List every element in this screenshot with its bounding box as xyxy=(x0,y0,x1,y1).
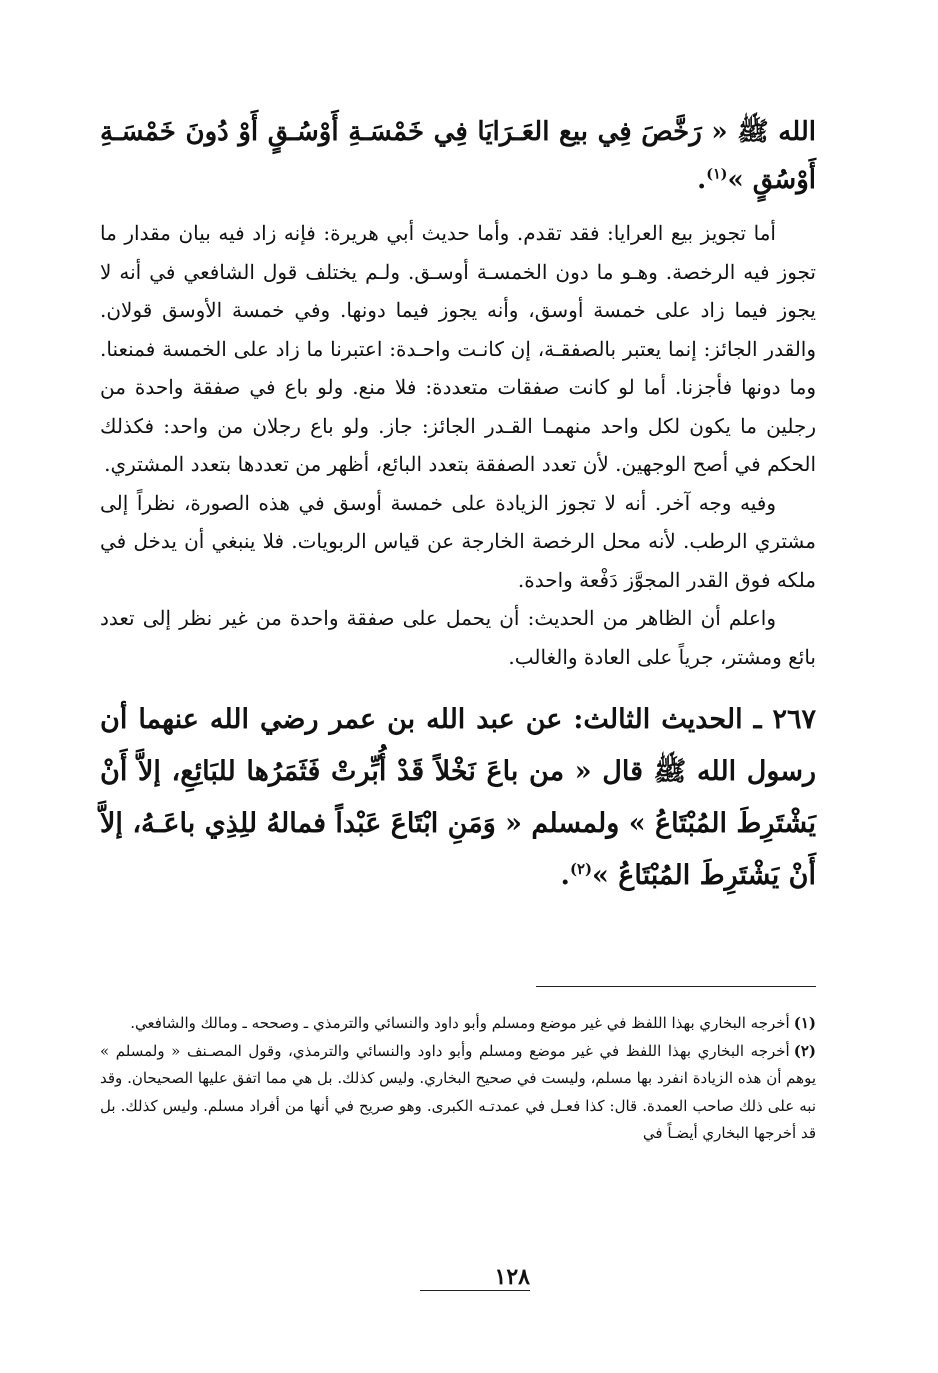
footnote-1 xyxy=(100,1010,816,1038)
footnote-2-number: (٢) xyxy=(793,1041,816,1060)
hadith-continuation-text: الله ﷺ « رَخَّصَ فِي بيع العَـرَايَا فِي خَمْسَـةِ أَوْسُـقٍ أَوْ دُونَ خَمْسَـةِ أَوْسُقٍ » xyxy=(100,117,816,195)
commentary-paragraph-1: أما تجويز بيع العرايا: فقد تقدم. وأما حديث أبي هريرة: فإنه زاد فيه بيان مقدار ما تجوز فيه الرخصة. وهـو ما دون الخمسـة أوسـق. ولـم يختلف قول الشافعي في أنه لا يجوز فيما زاد على خمسة أوسق، وأنه يجوز فيما دونها. وفي خمسة الأوسق قولان. والقدر الجائز: إنما يعتبر بالصفقـة، إن كانـت واحـدة: اعتبرنا ما زاد على الخمسة فمنعنا. وما دونها فأجزنا. أما لو كانت صفقات متعددة: فلا منع. ولو باع في صفقة واحدة من رجلين ما يكون لكل واحد منهمـا القـدر الجائز: جاز. ولو باع رجلان من واحد: فكذلك الحكم في أصح الوجهين. لأن تعدد الصفقة بتعدد البائع، أظهر من تعددها بتعدد المشتري. xyxy=(100,221,817,476)
footnote-1-number: (١) xyxy=(793,1014,816,1032)
commentary-paragraph-3: واعلم أن الظاهر من الحديث: أن يحمل على صفقة واحدة من غير نظر إلى تعدد بائع ومشتر، جرياً على العادة والغالب. xyxy=(100,606,816,669)
hadith-267-text: ٢٦٧ ـ الحديث الثالث: عن عبد الله بن عمر رضي الله عنهما أن رسول الله ﷺ قال « من باعَ نَخْلاً قَدْ أُبِّرتْ فَثَمَرُها للبَائِعِ، إلاَّ أَنْ يَشْتَرِطَ المُبْتَاعُ » ولمسلم « وَمَنِ ابْتَاعَ عَبْداً فمالهُ للِذِي باعَـهُ، إلاَّ أَنْ يَشْتَرِطَ المُبْتَاعُ » xyxy=(100,704,816,891)
footnotes xyxy=(100,1010,816,1148)
footnote-2 xyxy=(100,1038,816,1148)
footnote-separator xyxy=(536,986,816,987)
commentary-paragraph-2: وفيه وجه آخر. أنه لا تجوز الزيادة على خمسة أوسق في هذه الصورة، نظراً إلى مشتري الرطب. لأنه محل الرخصة الخارجة عن قياس الربويات. فلا ينبغي أن يدخل في ملكه فوق القدر المجوَّز دَفْعة واحدة. xyxy=(100,490,816,592)
footnote-1-text: أخرجه البخاري بهذا اللفظ في غير موضع ومسلم وأبو داود والنسائي والترمذي ـ وصححه ـ ومالك والشافعي. xyxy=(130,1014,790,1032)
footnote-ref-2: (٢) xyxy=(569,860,592,878)
hadith-continuation: الله ﷺ « رَخَّصَ فِي بيع العَـرَايَا فِي خَمْسَـةِ أَوْسُـقٍ أَوْ دُونَ خَمْسَـةِ أَوْسُقٍ »$^{(١)}$. xyxy=(100,117,816,195)
page-number: ١٢٨ xyxy=(420,1264,530,1291)
hadith-267: ٢٦٧ ـ الحديث الثالث: عن عبد الله بن عمر رضي الله عنهما أن رسول الله ﷺ قال « من باعَ نَخْلاً قَدْ أُبِّرتْ فَثَمَرُها للبَائِعِ، إلاَّ أَنْ يَشْتَرِطَ المُبْتَاعُ » ولمسلم « وَمَنِ ابْتَاعَ عَبْداً فمالهُ للِذِي باعَـهُ، إلاَّ أَنْ يَشْتَرِطَ المُبْتَاعُ »$^{(٢)}$. xyxy=(100,704,816,891)
main-text-block xyxy=(100,108,816,902)
footnote-ref-1: (١) xyxy=(706,166,728,183)
footnote-2-text: أخرجه البخاري بهذا اللفظ في غير موضع ومسلم وأبو داود والنسائي والترمذي، وقول المصـنف « ولمسلم » يوهم أن هذه الزيادة انفرد بها مسلم، وليست في صحيح البخاري. وليس كذلك. بل هي مما اتفق عليها الصحيحان. وقد نبه على ذلك صاحب العمدة. قال: كذا فعـل في عمدتـه الكبرى. وهو صريح في أنها من أفراد مسلم. وليس كذلك. بل قد أخرجها البخاري أيضـاً في xyxy=(100,1041,816,1142)
